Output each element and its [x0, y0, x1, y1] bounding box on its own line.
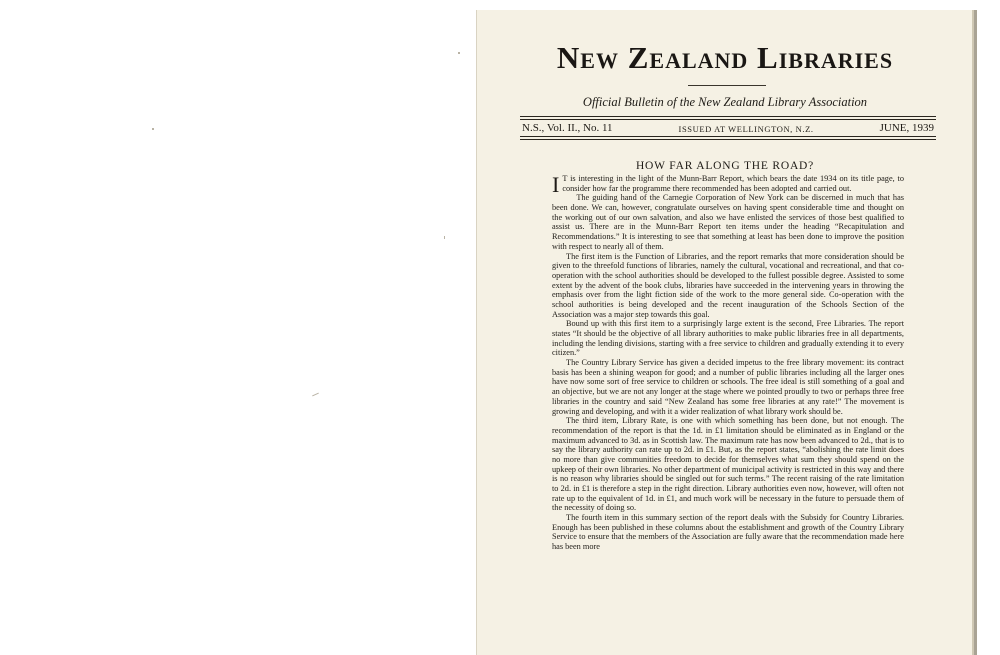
article-title: HOW FAR ALONG THE ROAD?	[635, 160, 815, 172]
scan-speck	[444, 236, 445, 239]
drop-cap: I	[552, 174, 560, 197]
masthead-subtitle: Official Bulletin of the New Zealand Library Association	[582, 95, 868, 109]
article-paragraph: The guiding hand of the Carnegie Corporation of New York can be discerned in much that has been done. We can, however, congratulate ourselves on having spent considerable time and thought on the working out of our own salvation, and also we have enlisted the services of those best qualified to assist us. There are in the Munn-Barr Report ten items under the heading “Recapitulation and Recommendations.” It is interesting to see that something at least has been done to improve the position with respect to nearly all of them.	[552, 193, 904, 251]
page-edge	[974, 10, 977, 655]
issue-date: JUNE, 1939	[879, 122, 934, 134]
article-paragraph: The third item, Library Rate, is one with which something has been done, but not enough. The recommendation of the report is that the 1d. in £1 limitation should be eliminated as in England or the maximum advanced to 3d. as in Scottish law. The maximum rate has now been advanced to 2d., that is to say the library authority can rate up to 2d. in £1. But, as the report states, “abolishing the rate limit does no more than give communities freedom to decide for themselves what sum they should spend on the upkeep of their own libraries. No other department of municipal activity is restricted in this way and there is no reason why libraries should be singled out for such terms.” The recent raising of the rate limitation to 2d. in £1 is therefore a step in the right direction. Library authorities even now, however, will often not rate up to the equivalent of 1d. in £1, and much work will be necessary in the future to persuade them of the necessity of doing so.	[552, 416, 904, 513]
paragraph-text: T is interesting in the light of the Munn-Barr Report, which bears the date 1934 on its title page, to consider how far the programme there recommended has been adopted and carried out.	[562, 174, 904, 193]
article-paragraph: Bound up with this first item to a surprisingly large extent is the second, Free Libraries. The report states “It should be the objective of all library authorities to make public libraries free in all departments, including the lending divisions, starting with a free service to children and gradually extending it to every citizen.”	[552, 319, 904, 358]
issue-volume: N.S., Vol. II., No. 11	[522, 122, 613, 134]
article-paragraph: The first item is the Function of Libraries, and the report remarks that more consideration should be given to the threefold functions of libraries, namely the cultural, vocational and recreational, and that co-operation with the school authorities should be developed to the fullest possible degree. Assisted to some extent by the advent of the book clubs, libraries have succeeded in the intervening years in throwing the emphasis over from the light fiction side of the work to the more general side. Co-operation with the school authorities is being developed and the recent inauguration of the Schools Section of the Association was a major step towards this goal.	[552, 251, 904, 319]
article-paragraph: The fourth item in this summary section of the report deals with the Subsidy for Country Libraries. Enough has been published in these columns about the establishment and growth of the Country Library Service to ensure that the members of the Association are fully aware that the recommendation made here has been more	[552, 513, 904, 552]
article-body	[552, 174, 904, 634]
bottom-double-rule	[520, 136, 936, 140]
bulletin-page	[476, 10, 974, 655]
blank-facing-page	[0, 0, 476, 655]
masthead-title: New Zealand Libraries	[556, 40, 894, 75]
scan-speck	[312, 393, 319, 397]
masthead-rule	[688, 85, 766, 86]
issue-line	[522, 122, 934, 134]
article-paragraph	[552, 174, 904, 197]
scan-speck	[458, 52, 460, 54]
scan-speck	[152, 128, 154, 130]
article-paragraph: The Country Library Service has given a decided impetus to the free library movement: its contract basis has been a shining weapon for good; and a number of public libraries including all the larger ones have now some sort of free service to children or schools. The free ideal is still something of a goal and an objective, but we are not any longer at the stage where we pointed proudly to two or perhaps three free libraries in the country and said “New Zealand has some free libraries at any rate!” The movement is growing and developing, and with it a wider realization of what library work should be.	[552, 358, 904, 416]
top-double-rule	[520, 116, 936, 120]
issue-place: ISSUED AT WELLINGTON, N.Z.	[678, 124, 814, 134]
